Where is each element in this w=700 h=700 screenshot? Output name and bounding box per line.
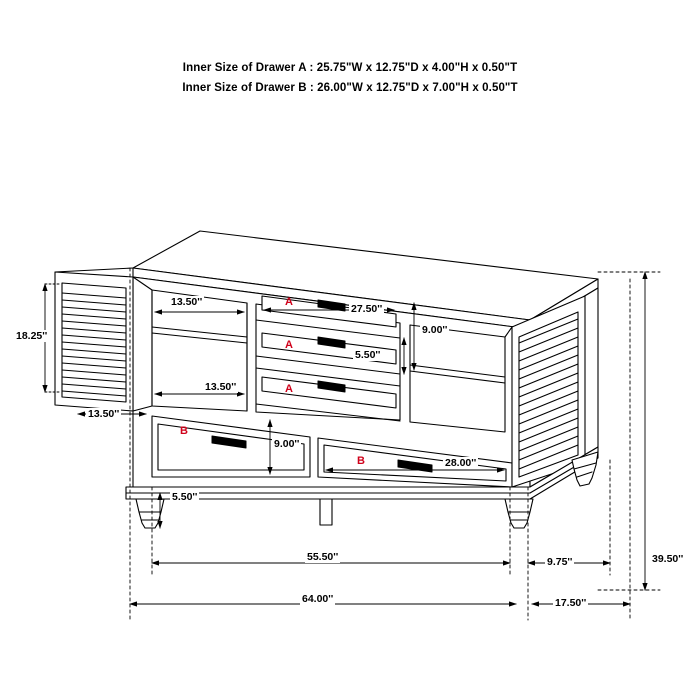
dim-drawer-b-height: 9.00''	[274, 438, 300, 450]
drawer-a-inner-size-note: Inner Size of Drawer A : 25.75"W x 12.75"D x 4.00"H x 0.50"T	[182, 62, 518, 74]
drawer-label-a3: A	[285, 383, 293, 395]
foot-front-right	[505, 499, 533, 528]
dim-drawer-b-width: 28.00''	[445, 457, 477, 469]
dim-foot-height: 5.50''	[172, 491, 198, 503]
dim-total-height: 39.50''	[652, 553, 684, 565]
center-leg	[320, 499, 332, 525]
dim-overall-depth: 17.50''	[555, 597, 587, 609]
drawer-b-inner-size-note: Inner Size of Drawer B : 26.00"W x 12.75"D x 7.00"H x 0.50"T	[182, 82, 518, 94]
dim-side-depth: 9.75''	[547, 556, 573, 568]
drawer-label-b1: B	[180, 425, 188, 437]
dim-overall-width: 64.00''	[302, 593, 334, 605]
dim-door-depth: 13.50''	[88, 408, 120, 420]
dim-case-width: 55.50''	[307, 551, 339, 563]
dim-door-height: 18.25''	[16, 330, 48, 342]
dim-shelf-width-top: 13.50''	[171, 296, 203, 308]
right-cabinet-interior	[410, 325, 505, 432]
drawer-label-a2: A	[285, 339, 293, 351]
dim-drawer-a-height: 5.50''	[355, 349, 381, 361]
dim-drawer-a-width: 27.50''	[351, 303, 383, 315]
dim-right-shelf-height: 9.00''	[422, 324, 448, 336]
dim-shelf-width-mid: 13.50''	[205, 381, 237, 393]
right-door-open	[505, 296, 585, 487]
drawer-label-b2: B	[357, 455, 365, 467]
drawer-label-a1: A	[285, 296, 293, 308]
